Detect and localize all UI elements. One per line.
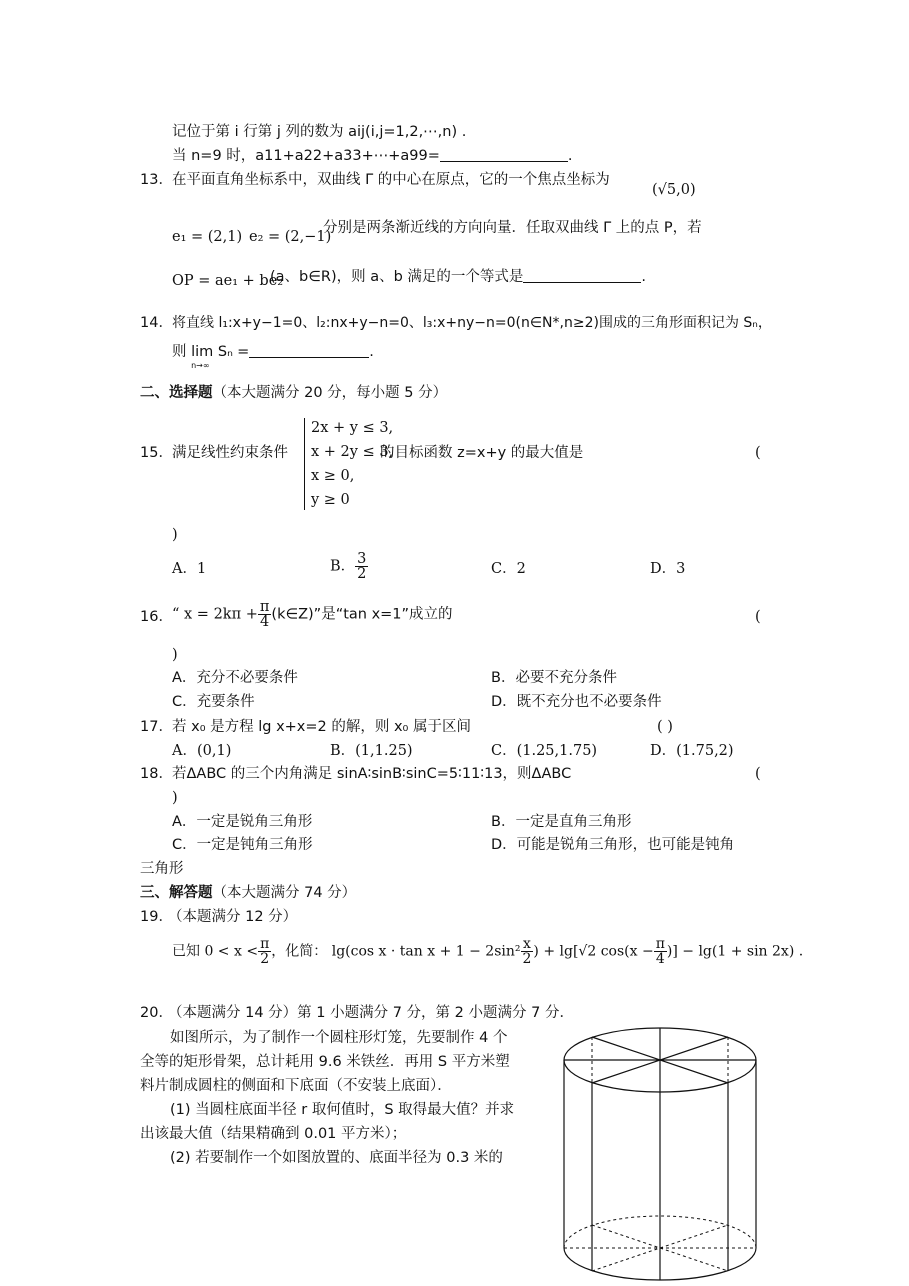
q13-line-2: 分别是两条渐近线的方向向量．任取双曲线 Γ 上的点 P，若 <box>323 220 702 236</box>
q17-option-a[interactable]: A．(0,1) <box>172 743 232 759</box>
top-line-2 <box>172 147 572 165</box>
q20-para-6: (2) 若要制作一个如图放置的、底面半径为 0.3 米的 <box>170 1150 503 1166</box>
q17-option-c[interactable]: C．(1.25,1.75) <box>491 743 598 759</box>
q17-option-d[interactable]: D．(1.75,2) <box>650 743 734 759</box>
q14-limit <box>191 343 237 370</box>
q15-option-a[interactable]: A．1 <box>172 561 207 577</box>
answer-blank-13[interactable] <box>523 268 641 283</box>
q15-option-b-num: 3 <box>357 551 367 567</box>
q17-option-b[interactable]: B．(1,1.25) <box>330 743 413 759</box>
q13-line-1: 在平面直角坐标系中，双曲线 Γ 的中心在原点，它的一个焦点坐标为 <box>172 172 610 188</box>
q15-number: 15． <box>140 445 173 461</box>
q18-stem: 若ΔABC 的三个内角满足 sinA∶sinB∶sinC=5∶11∶13，则ΔABC <box>172 766 572 782</box>
q16-fraction <box>258 600 272 629</box>
q18-option-b[interactable]: B．一定是直角三角形 <box>491 814 632 830</box>
section-2-title: 二、选择题 <box>140 385 213 401</box>
q20-para-5: 出该最大值（结果精确到 0.01 平方米）； <box>140 1126 407 1142</box>
q18-option-d[interactable]: D．可能是锐角三角形，也可能是钝角 <box>491 837 735 853</box>
q20-para-2: 全等的矩形骨架，总计耗用 9.6 米铁丝．再用 S 平方米塑 <box>140 1054 510 1070</box>
q16-option-d[interactable]: D．既不充分也不必要条件 <box>491 694 662 710</box>
q15-option-b-label: B． <box>330 558 356 575</box>
q14-then: 则 <box>172 344 187 360</box>
q15-option-b-den: 2 <box>357 566 367 582</box>
q13-op-vector: OP = ae₁ + be₂ <box>172 273 284 289</box>
q13-vector-e1: e₁ = (2,1) <box>172 229 243 245</box>
q18-option-a[interactable]: A．一定是锐角三角形 <box>172 814 313 830</box>
q15-option-d[interactable]: D．3 <box>650 561 686 577</box>
q14-eq: = <box>237 344 250 360</box>
q20-number: 20． <box>140 1005 173 1021</box>
q19-given: 已知 <box>172 943 200 960</box>
q18-paren-left: ( <box>755 766 761 782</box>
section-3-note: （本大题满分 74 分） <box>212 885 357 901</box>
q15-constraint-1: 2x + y ≤ 3, <box>311 420 394 436</box>
q15-option-c[interactable]: C．2 <box>491 561 526 577</box>
q20-heading: （本题满分 14 分）第 1 小题满分 7 分，第 2 小题满分 7 分． <box>168 1005 574 1021</box>
q19-expr-frac-1-num: x <box>521 937 534 952</box>
q17-stem: 若 x₀ 是方程 lg x+x=2 的解，则 x₀ 属于区间 <box>172 719 471 735</box>
q16-option-a[interactable]: A．充分不必要条件 <box>172 670 298 686</box>
cylinder-lantern-figure <box>552 1020 772 1282</box>
q16-paren-left: ( <box>755 609 761 625</box>
q13-focus: (√5,0) <box>652 182 696 198</box>
q15-option-b[interactable] <box>330 552 368 581</box>
q18-option-d-cont: 三角形 <box>140 861 184 877</box>
q14-limit-expr: lim Sₙ <box>191 344 233 360</box>
q17-number: 17． <box>140 719 173 735</box>
q13-line-3-end: . <box>641 269 647 285</box>
q19-expr-part-1: lg(cos x · tan x + 1 − 2sin² <box>331 943 521 960</box>
q16-number: 16． <box>140 609 173 625</box>
q13-line-3 <box>270 268 646 286</box>
section-3-title: 三、解答题 <box>140 885 213 901</box>
q19-expr-frac-1 <box>521 937 534 966</box>
q19-expr-frac-1-den: 2 <box>522 951 532 967</box>
q16-stem-a: “ x = 2kπ + <box>172 606 258 623</box>
top-line-2-end: . <box>567 148 573 164</box>
q19-simplify: ，化简： <box>271 943 328 960</box>
q15-constraint-2: x + 2y ≤ 3, <box>311 444 394 460</box>
q17-paren: ( ) <box>657 719 673 735</box>
q19-expr-frac-2-den: 4 <box>655 951 665 967</box>
q15-option-b-fraction <box>355 552 368 581</box>
q16-stem <box>172 600 453 629</box>
q14-line-1: 将直线 l₁:x+y−1=0、l₂:nx+y−n=0、l₃:x+ny−n=0(n∈N*,n≥2)围成的三角形面积记为 Sₙ， <box>172 315 772 331</box>
q19-number: 19． <box>140 909 173 925</box>
section-2-note: （本大题满分 20 分，每小题 5 分） <box>212 385 448 401</box>
q16-stem-b: (k∈Z)”是“tan x=1”成立的 <box>271 606 453 623</box>
q13-number: 13． <box>140 172 173 188</box>
q15-stem-a: 满足线性约束条件 <box>172 445 288 461</box>
q19-condition: 0 < x < <box>204 943 259 960</box>
q13-vector-e2: e₂ = (2,−1) <box>249 229 332 245</box>
q15-stem-b: 的目标函数 z=x+y 的最大值是 <box>380 445 584 461</box>
q19-heading: （本题满分 12 分） <box>168 909 298 925</box>
q14-line-2-end: . <box>369 344 374 360</box>
q16-paren-right: ) <box>172 647 178 663</box>
top-line-2-text: 当 n=9 时，a11+a22+a33+⋯+a99= <box>172 148 440 164</box>
q16-option-c[interactable]: C．充要条件 <box>172 694 255 710</box>
q13-line-3-text: (a、b∈R)，则 a、b 满足的一个等式是 <box>270 269 524 285</box>
q18-paren-right: ) <box>172 790 178 806</box>
q19-expr-frac-2-num: π <box>655 936 665 952</box>
q19-expr-frac-2 <box>654 937 667 966</box>
section-2-heading <box>140 384 447 402</box>
q20-para-1: 如图所示，为了制作一个圆柱形灯笼，先要制作 4 个 <box>170 1030 508 1046</box>
q15-paren-right: ) <box>172 527 178 543</box>
q16-frac-num: π <box>259 599 270 615</box>
q16-option-b[interactable]: B．必要不充分条件 <box>491 670 617 686</box>
q15-constraint-3: x ≥ 0, <box>311 468 355 484</box>
answer-blank-14[interactable] <box>249 343 369 358</box>
q19-cond-den: 2 <box>260 951 270 967</box>
q19-expr-part-2: ) + lg[√2 cos(x − <box>533 943 654 960</box>
q15-constraint-4: y ≥ 0 <box>311 492 350 508</box>
q15-paren-left: ( <box>755 445 761 461</box>
answer-blank-12[interactable] <box>440 147 568 162</box>
q14-number: 14． <box>140 315 173 331</box>
q15-brace <box>304 418 305 510</box>
q19-cond-num: π <box>260 936 270 952</box>
section-3-heading <box>140 884 356 902</box>
top-line-1: 记位于第 i 行第 j 列的数为 aij(i,j=1,2,⋯,n) . <box>172 124 467 140</box>
q18-number: 18． <box>140 766 173 782</box>
q16-frac-den: 4 <box>260 614 270 630</box>
q20-para-4: (1) 当圆柱底面半径 r 取何值时，S 取得最大值？并求 <box>170 1102 515 1118</box>
q18-option-c[interactable]: C．一定是钝角三角形 <box>172 837 313 853</box>
q19-problem <box>172 937 803 966</box>
q14-limit-sub: n→∞ <box>191 361 210 370</box>
q14-line-2 <box>172 343 374 370</box>
q20-para-3: 料片制成圆柱的侧面和下底面（不安装上底面）． <box>140 1078 452 1094</box>
q19-cond-fraction <box>258 937 271 966</box>
q19-expr-part-3: )] − lg(1 + sin 2x) . <box>666 943 804 960</box>
